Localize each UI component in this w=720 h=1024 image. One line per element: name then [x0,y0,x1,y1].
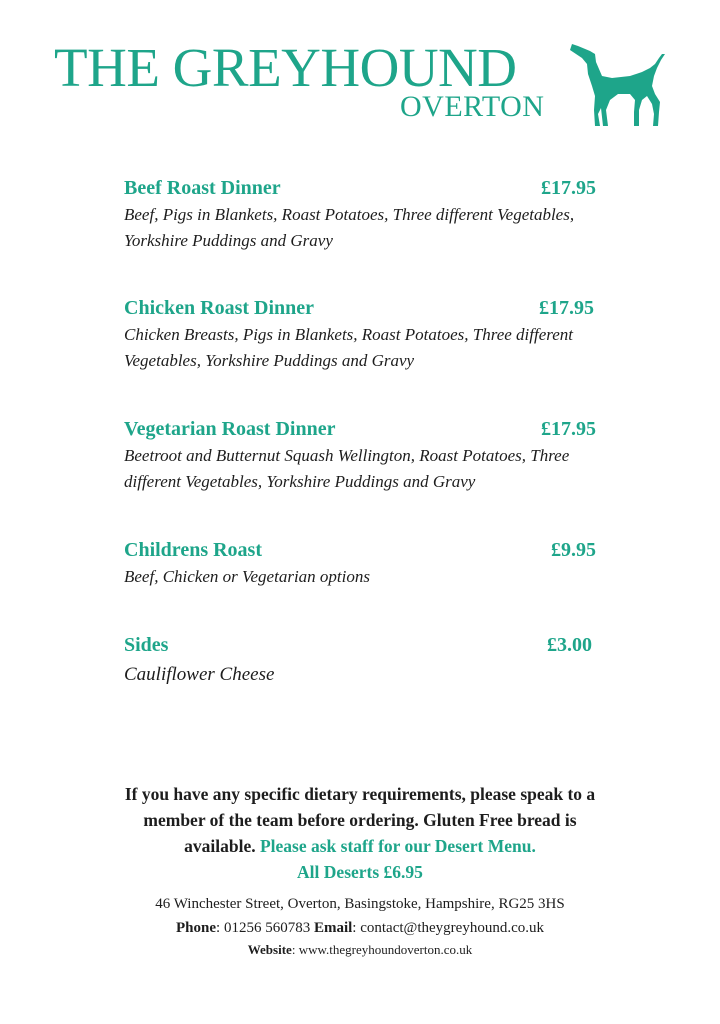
item-price: £17.95 [541,177,596,199]
item-description: Beetroot and Butternut Squash Wellington, Roast Potatoes, Three different Vegetables, Yorkshire Puddings and Gravy [124,446,570,491]
item-name: Vegetarian Roast Dinner [124,418,336,440]
brand-name: THE GREYHOUND [54,37,517,98]
dessert-price-text: All Deserts £6.95 [297,862,423,882]
website-line: Website: www.thegreyhoundoverton.co.uk [247,942,473,957]
item-price: £3.00 [547,634,592,656]
contact-block [90,892,630,940]
item-description: Beef, Chicken or Vegetarian options [124,567,370,586]
phone-label: Phone [176,920,217,936]
dessert-menu-text: Please ask staff for our Desert Menu. [259,836,536,856]
item-description: Cauliflower Cheese [124,664,275,685]
email-address: contact@theygreyhound.co.uk [360,920,544,936]
phone-email-line: Phone: 01256 560783 Email: contact@theygreyhound.co.uk [176,920,544,936]
website-label: Website [247,942,292,957]
email-label: Email [313,920,353,936]
dietary-notice [110,781,610,885]
item-name: Sides [124,634,169,656]
menu-item [124,632,596,688]
address: 46 Winchester Street, Overton, Basingstoke, Hampshire, RG25 3HS [155,896,565,912]
item-description: Beef, Pigs in Blankets, Roast Potatoes, Three different Vegetables, Yorkshire Puddings and Gravy [124,205,575,250]
dietary-text: If you have any specific dietary requirements, please speak to a member of the team before ordering. Gluten Free bread is available. [124,784,596,856]
greyhound-dog-icon [568,42,668,130]
website-url: www.thegreyhoundoverton.co.uk [298,942,473,957]
brand-location: OVERTON [400,90,545,123]
phone-number: 01256 560783 [223,920,311,936]
menu-item [124,537,596,590]
menu-item [124,295,596,374]
item-name: Beef Roast Dinner [124,177,281,199]
item-name: Childrens Roast [124,539,262,561]
item-name: Chicken Roast Dinner [124,297,315,319]
menu-item [124,175,596,254]
menu-item [124,416,596,495]
item-price: £9.95 [551,539,596,561]
item-price: £17.95 [539,297,594,319]
item-price: £17.95 [541,418,596,440]
item-description: Chicken Breasts, Pigs in Blankets, Roast Potatoes, Three different Vegetables, Yorkshire Puddings and Gravy [124,325,574,370]
